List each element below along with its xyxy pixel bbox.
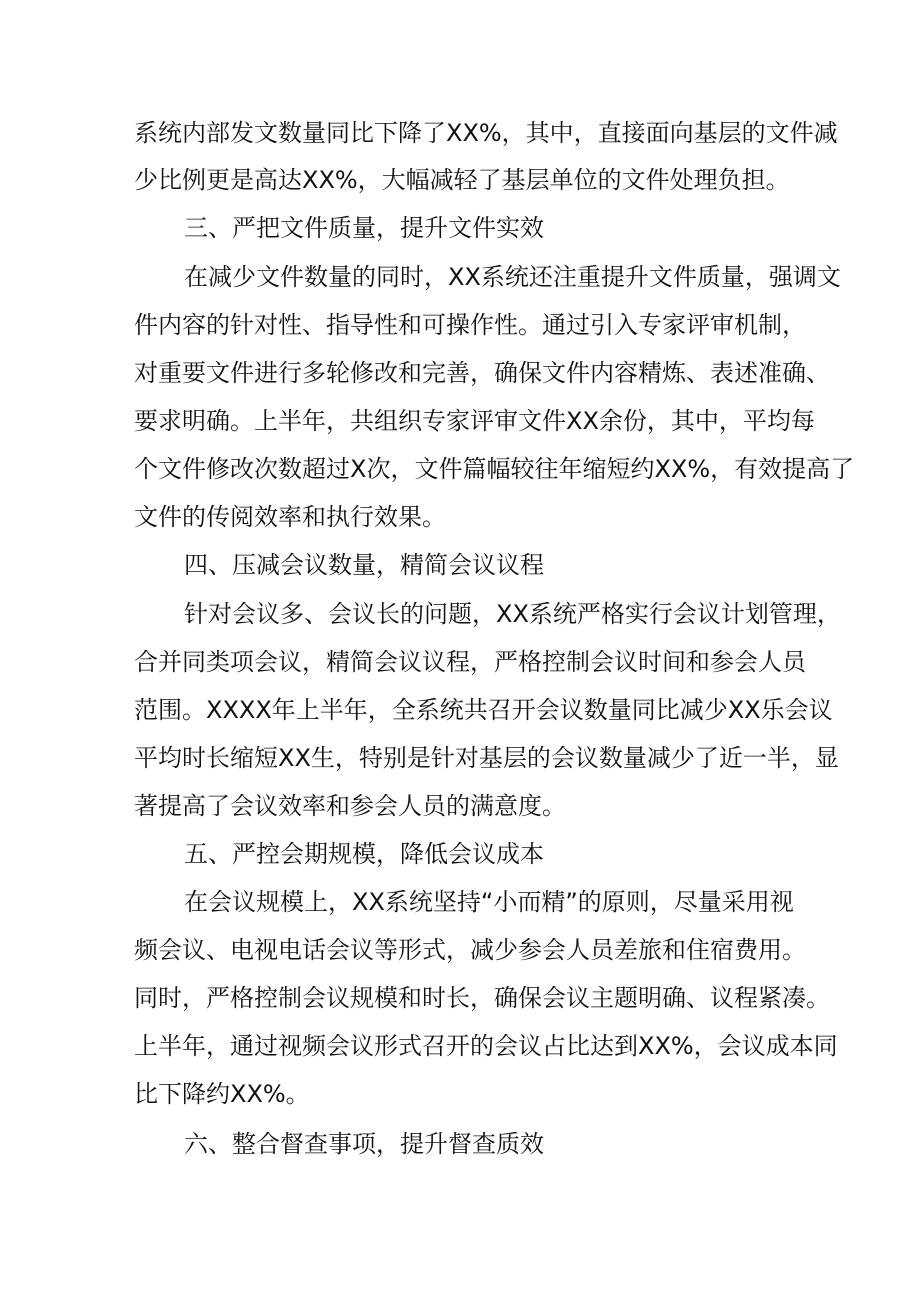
paragraph-line: 在会议规模上，XX系统坚持“小而精”的原则，尽量采用视 — [184, 888, 794, 916]
paragraph-line: 对重要文件进行多轮修改和完善，确保文件内容精炼、表述准确、 — [134, 359, 830, 387]
paragraph-line: 同时，严格控制会议规模和时长，确保会议主题明确、议程紧凑。 — [134, 984, 830, 1012]
paragraph-line: 件内容的针对性、指导性和可操作性。通过引入专家评审机制， — [134, 311, 806, 339]
paragraph-line: 范围。XXXX年上半年，全系统共召开会议数量同比减少XX乐会议 — [134, 696, 833, 724]
paragraph-line: 合并同类项会议，精简会议议程，严格控制会议时间和参会人员 — [134, 648, 806, 676]
paragraph-line: 上半年，通过视频会议形式召开的会议占比达到XX%，会议成本同 — [134, 1032, 838, 1060]
paragraph-line: 个文件修改次数超过X次，文件篇幅较往年缩短约XX%，有效提高了 — [134, 455, 855, 483]
paragraph-line: 在减少文件数量的同时，XX系统还注重提升文件质量，强调文 — [184, 263, 841, 291]
section-heading: 四、压减会议数量，精简会议议程 — [184, 551, 544, 579]
paragraph-line: 平均时长缩短XX生，特别是针对基层的会议数量减少了近一半，显 — [134, 744, 839, 772]
paragraph-line: 要求明确。上半年，共组织专家评审文件XX余份，其中，平均每 — [134, 407, 815, 435]
paragraph-line: 文件的传阅效率和执行效果。 — [134, 503, 446, 531]
paragraph-line: 针对会议多、会议长的问题，XX系统严格实行会议计划管理， — [184, 600, 841, 628]
paragraph-line: 系统内部发文数量同比下降了XX%，其中，直接面向基层的文件减 — [134, 119, 838, 147]
paragraph-line: 著提高了会议效率和参会人员的满意度。 — [134, 792, 566, 820]
paragraph-line: 比下降约XX%。 — [134, 1080, 310, 1108]
section-heading: 五、严控会期规模，降低会议成本 — [184, 840, 544, 868]
section-heading: 三、严把文件质量，提升文件实效 — [184, 214, 544, 242]
paragraph-line: 少比例更是高达XX%，大幅减轻了基层单位的文件处理负担。 — [134, 166, 790, 194]
section-heading: 六、整合督查事项，提升督查质效 — [184, 1130, 544, 1158]
paragraph-line: 频会议、电视电话会议等形式，减少参会人员差旅和住宿费用。 — [134, 936, 806, 964]
